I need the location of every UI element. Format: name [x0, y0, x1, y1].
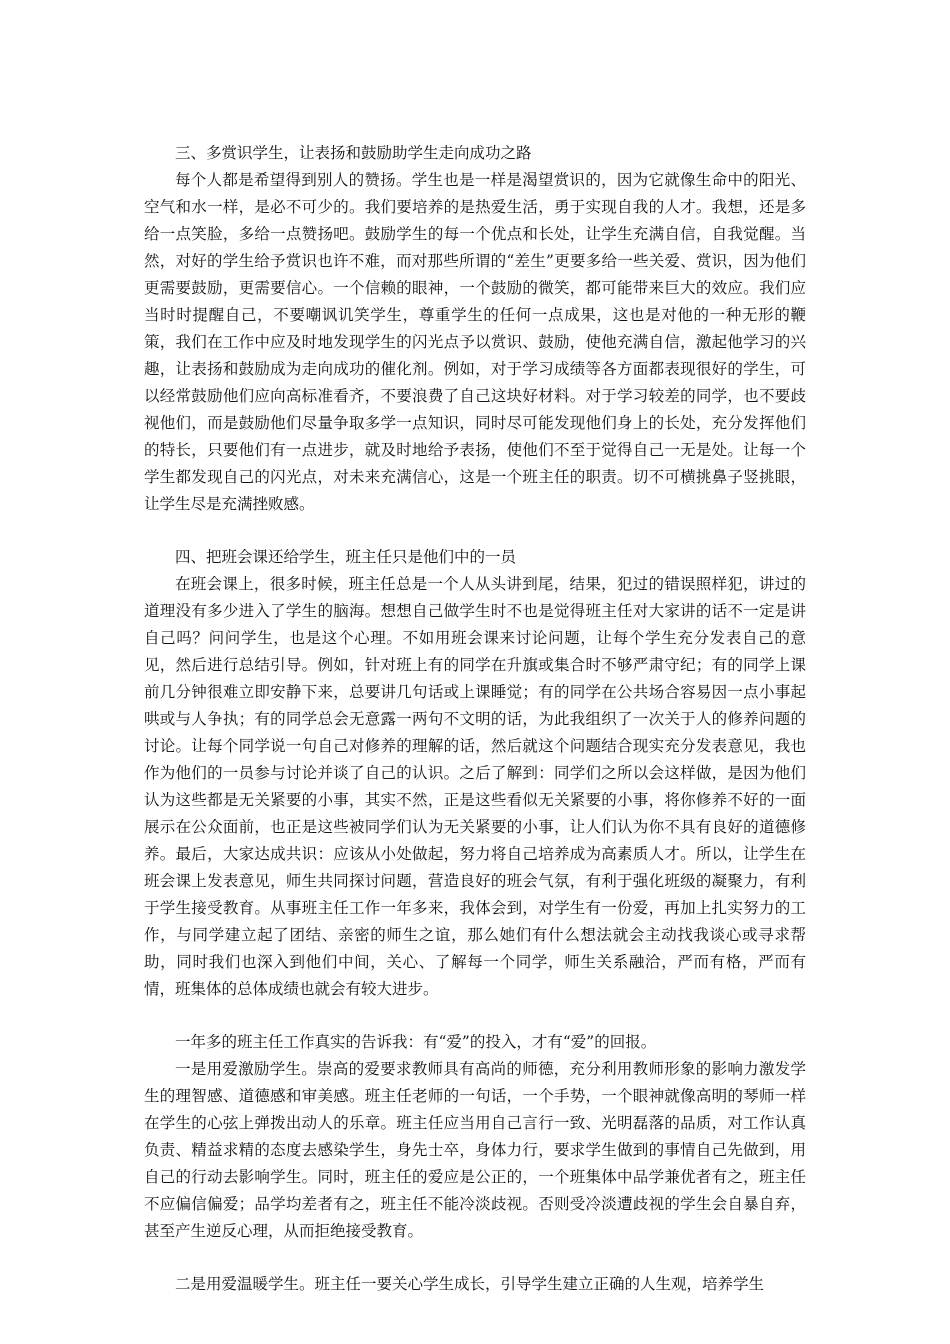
- section-gap: [144, 518, 806, 544]
- love-warm-paragraph: 二是用爱温暖学生。班主任一要关心学生成长，引导学生建立正确的人生观，培养学生: [175, 1275, 765, 1293]
- section-3-heading: 三、多赏识学生，让表扬和鼓励助学生走向成功之路: [175, 144, 532, 162]
- section-3-paragraph: 每个人都是希望得到别人的赞扬。学生也是一样是渴望赏识的，因为它就像生命中的阳光、空气和水一样，是必不可少的。我们要培养的是热爱生活，勇于实现自我的人才。我想，还是多给一点笑脸，多给一点赞扬吧。鼓励学生的每一个优点和长处，让学生充满自信，自我觉醒。当然，对好的学生给予赏识也许不难，而对那些所谓的“差生”更要多给一些关爱、赏识，因为他们更需要鼓励，更需要信心。一个信赖的眼神，一个鼓励的微笑，都可能带来巨大的效应。我们应当时时提醒自己，不要嘲讽讥笑学生，尊重学生的任何一点成果，这也是对他的一种无形的鞭策，我们在工作中应及时地发现学生的闪光点予以赏识、鼓励，使他充满自信，激起他学习的兴趣，让表扬和鼓励成为走向成功的催化剂。例如，对于学习成绩等各方面都表现很好的学生，可以经常鼓励他们应向高标准看齐，不要浪费了自己这块好材料。对于学习较差的同学，也不要歧视他们，而是鼓励他们尽量争取多学一点知识，同时尽可能发现他们身上的长处，充分发挥他们的特长，只要他们有一点进步，就及时地给予表扬，使他们不至于觉得自己一无是处。让每一个学生都发现自己的闪光点，对未来充满信心，这是一个班主任的职责。切不可横挑鼻子竖挑眼，让学生尽是充满挫败感。: [144, 171, 806, 513]
- document-page: [144, 140, 806, 1298]
- section-gap: [144, 1245, 806, 1271]
- section-gap: [144, 1003, 806, 1029]
- section-4-heading: 四、把班会课还给学生，班主任只是他们中的一员: [175, 548, 517, 566]
- love-inspire-paragraph: 一是用爱激励学生。崇高的爱要求教师具有高尚的师德，充分利用教师形象的影响力激发学生的理智感、道德感和审美感。班主任老师的一句话，一个手势，一个眼神就像高明的琴师一样在学生的心弦上弹拨出动人的乐章。班主任应当用自己言行一致、光明磊落的品质，对工作认真负责、精益求精的态度去感染学生，身先士卒，身体力行，要求学生做到的事情自己先做到，用自己的行动去影响学生。同时，班主任的爱应是公正的，一个班集体中品学兼优者有之，班主任不应偏信偏爱；品学均差者有之，班主任不能冷淡歧视。否则受冷淡遭歧视的学生会自暴自弃，甚至产生逆反心理，从而拒绝接受教育。: [144, 1060, 806, 1240]
- section-4-paragraph: 在班会课上，很多时候，班主任总是一个人从头讲到尾，结果，犯过的错误照样犯，讲过的道理没有多少进入了学生的脑海。想想自己做学生时不也是觉得班主任对大家讲的话不一定是讲自己吗？问问学生，也是这个心理。不如用班会课来讨论问题，让每个学生充分发表自己的意见，然后进行总结引导。例如，针对班上有的同学在升旗或集合时不够严肃守纪；有的同学上课前几分钟很难立即安静下来，总要讲几句话或上课睡觉；有的同学在公共场合容易因一点小事起哄或与人争执；有的同学总会无意露一两句不文明的话，为此我组织了一次关于人的修养问题的讨论。让每个同学说一句自己对修养的理解的话，然后就这个问题结合现实充分发表意见，我也作为他们的一员参与讨论并谈了自己的认识。之后了解到：同学们之所以会这样做，是因为他们认为这些都是无关紧要的小事，其实不然，正是这些看似无关紧要的小事，将你修养不好的一面展示在公众面前，也正是这些被同学们认为无关紧要的小事，让人们认为你不具有良好的道德修养。最后，大家达成共识：应该从小处做起，努力将自己培养成为高素质人才。所以，让学生在班会课上发表意见，师生共同探讨问题，营造良好的班会气氛，有利于强化班级的凝聚力，有利于学生接受教育。从事班主任工作一年多来，我体会到，对学生有一份爱，再加上扎实努力的工作，与同学建立起了团结、亲密的师生之谊，那么她们有什么想法就会主动找我谈心或寻求帮助，同时我们也深入到他们中间，关心、了解每一个同学，师生关系融洽，严而有格，严而有情，班集体的总体成绩也就会有较大进步。: [144, 575, 806, 998]
- summary-heading: 一年多的班主任工作真实的告诉我：有“爱”的投入，才有“爱”的回报。: [175, 1033, 657, 1051]
